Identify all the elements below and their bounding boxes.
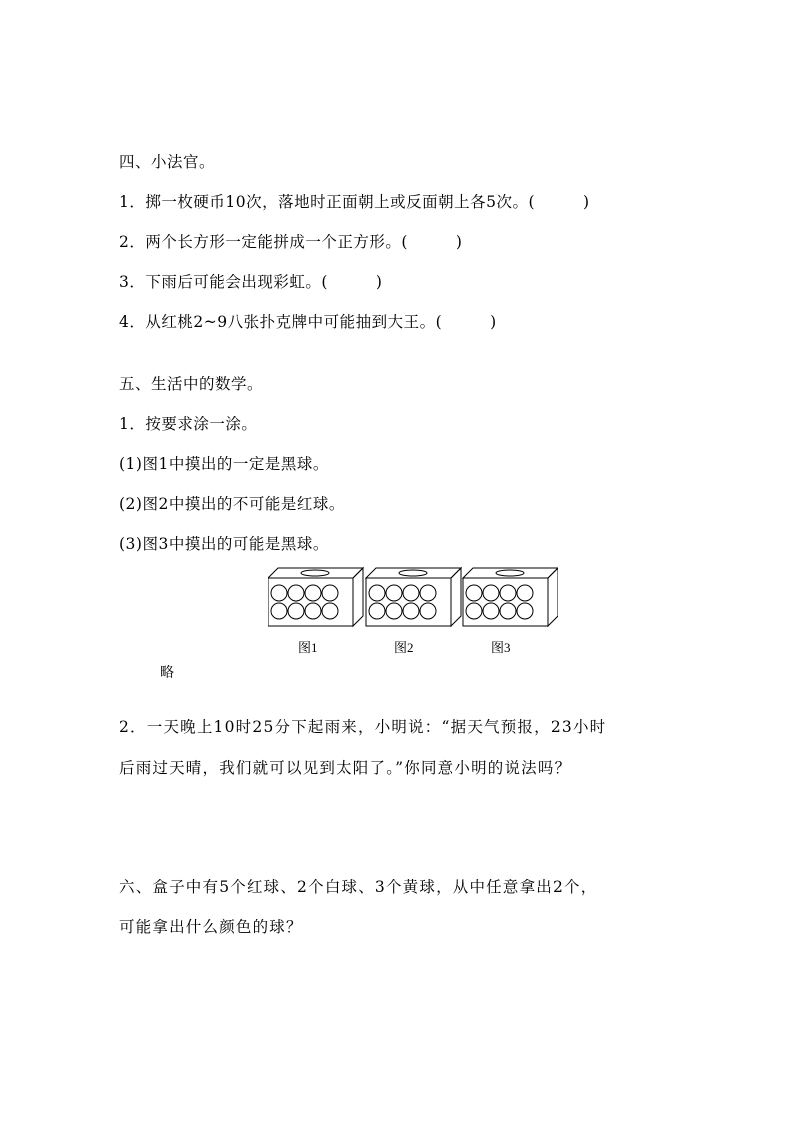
section5-q1-part-2: (2)图2中摸出的不可能是红球。 [119,495,345,513]
section4-item-2: 2．两个长方形一定能拼成一个正方形。( ) [119,233,463,251]
box-3 [463,568,558,626]
box-2 [366,568,461,626]
section5-q1-part-1: (1)图1中摸出的一定是黑球。 [119,455,329,473]
figure-label-1: 图1 [298,640,318,655]
figure-label-3: 图3 [491,640,511,655]
section6-line2: 可能拿出什么颜色的球？ [119,918,303,936]
section6-line1: 六、盒子中有5个红球、2个白球、3个黄球，从中任意拿出2个， [119,878,598,896]
section5-q2-line1: 2．一天晚上10时25分下起雨来，小明说：“据天气预报，23小时 [119,718,607,736]
box-1 [268,568,363,626]
section5-q1-title: 1．按要求涂一涂。 [119,415,258,433]
section4-item-4: 4．从红桃2~9八张扑克牌中可能抽到大王。( ) [119,313,497,331]
section5-title: 五、生活中的数学。 [119,375,264,393]
answer-note: 略 [160,665,174,681]
figure-label-2: 图2 [394,640,414,655]
section5-q1-part-3: (3)图3中摸出的可能是黑球。 [119,535,329,553]
section5-q2-line2: 后雨过天晴，我们就可以见到太阳了。”你同意小明的说法吗？ [119,759,572,777]
section4-title: 四、小法官。 [119,153,216,171]
section4-item-3: 3．下雨后可能会出现彩虹。( ) [119,273,383,291]
section4-item-1: 1．掷一枚硬币10次，落地时正面朝上或反面朝上各5次。( ) [119,193,590,211]
